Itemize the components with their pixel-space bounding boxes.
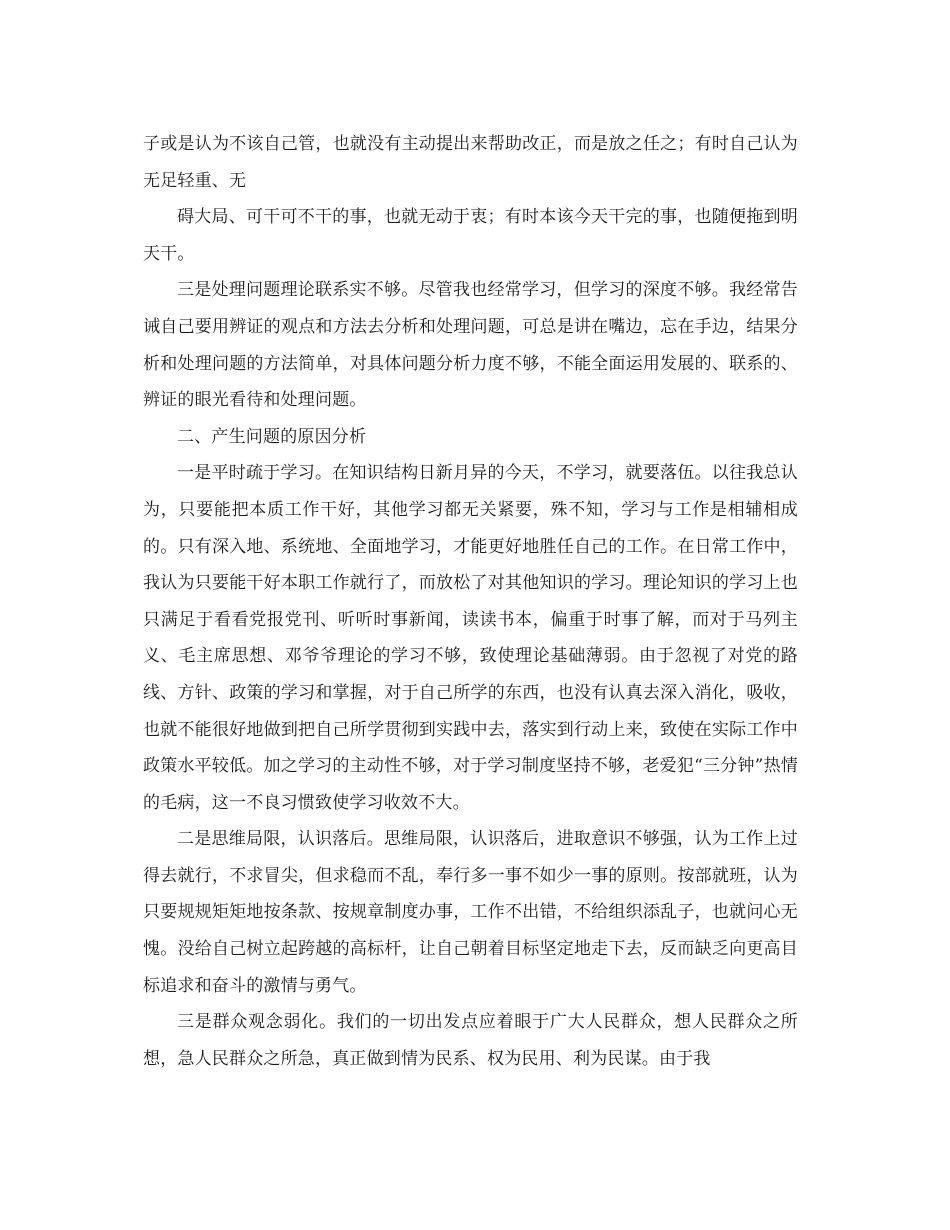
- document-body: [143, 126, 798, 1077]
- paragraph-continuation-2: 碍大局、可干可不干的事，也就无动于衷；有时本该今天干完的事，也随便拖到明天干。: [143, 207, 798, 264]
- paragraph-point-three-theory: 三是处理问题理论联系实不够。尽管我也经常学习，但学习的深度不够。我经常告诫自己要用辨证的观点和方法去分析和处理问题，可总是讲在嘴边，忘在手边，结果分析和处理问题的方法简单，对具体问题分析力度不够，不能全面运用发展的、联系的、辨证的眼光看待和处理问题。: [143, 280, 798, 411]
- paragraph-point-three-masses: 三是群众观念弱化。我们的一切出发点应着眼于广大人民群众，想人民群众之所想，急人民群众之所急，真正做到情为民系、权为民用、利为民谋。由于我: [143, 1012, 798, 1069]
- section-heading-cause-analysis: 二、产生问题的原因分析: [177, 426, 367, 447]
- paragraph-point-one-study: 一是平时疏于学习。在知识结构日新月异的今天，不学习，就要落伍。以往我总认为，只要能把本质工作干好，其他学习都无关紧要，殊不知，学习与工作是相辅相成的。只有深入地、系统地、全面地学习，才能更好地胜任自己的工作。在日常工作中，我认为只要能干好本职工作就行了，而放松了对其他知识的学习。理论知识的学习上也只满足于看看党报党刊、听听时事新闻，读读书本，偏重于时事了解，而对于马列主义、毛主席思想、邓爷爷理论的学习不够，致使理论基础薄弱。由于忽视了对党的路线、方针、政策的学习和掌握，对于自己所学的东西，也没有认真去深入消化，吸收，也就不能很好地做到把自己所学贯彻到实践中去，落实到行动上来，致使在实际工作中政策水平较低。加之学习的主动性不够，对于学习制度坚持不够，老爱犯“三分钟”热情的毛病，这一不良习惯致使学习收效不大。: [143, 463, 798, 813]
- paragraph-point-two-thinking: 二是思维局限，认识落后。思维局限，认识落后，进取意识不够强，认为工作上过得去就行，不求冒尖，但求稳而不乱，奉行多一事不如少一事的原则。按部就班，认为只要规规矩矩地按条款、按规章制度办事，工作不出错，不给组织添乱子，也就问心无愧。没给自己树立起跨越的高标杆，让自己朝着目标坚定地走下去，反而缺乏向更高目标追求和奋斗的激情与勇气。: [143, 829, 798, 996]
- paragraph-continuation: 子或是认为不该自己管，也就没有主动提出来帮助改正，而是放之任之；有时自己认为无足轻重、无: [143, 134, 798, 191]
